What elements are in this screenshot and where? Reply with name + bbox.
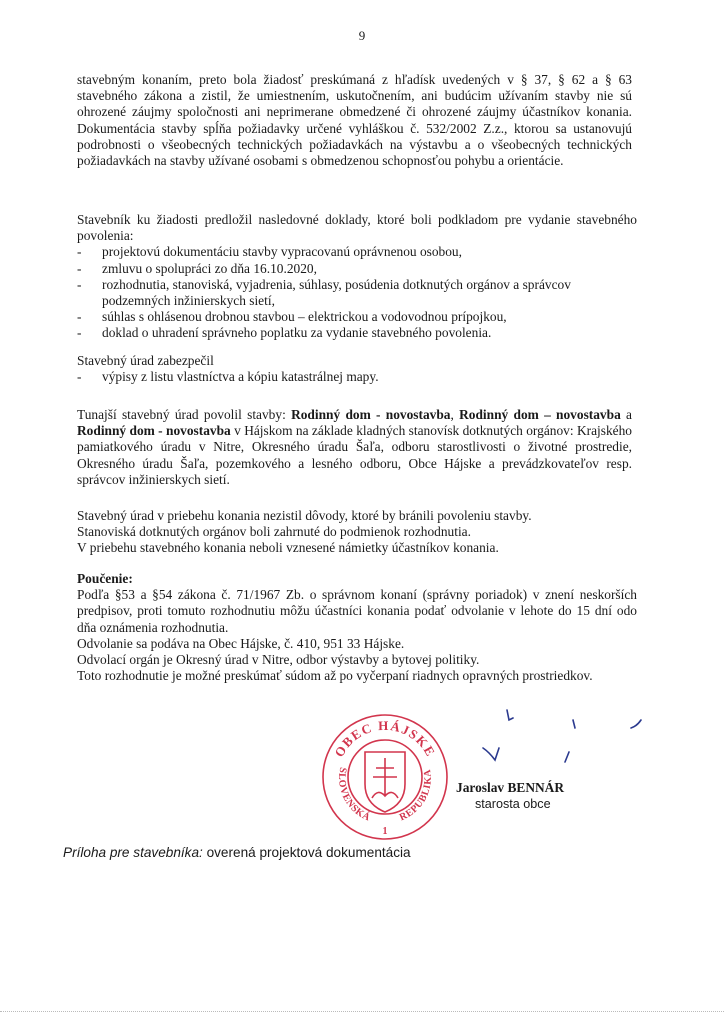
- office-provided-section: [77, 353, 637, 385]
- approval-lead: Tunajší stavebný úrad povolil stavby:: [77, 407, 292, 422]
- separator: ,: [450, 407, 460, 422]
- list-item: - výpisy z listu vlastníctva a kópiu katastrálnej mapy.: [77, 369, 637, 385]
- approval-paragraph: [77, 407, 632, 488]
- finding-text: Stanoviská dotknutých orgánov boli zahrnuté do podmienok rozhodnutia.: [77, 524, 471, 540]
- building-name: Rodinný dom – novostavba: [459, 407, 621, 422]
- double-cross-icon: [372, 758, 398, 798]
- finding-text: V priebehu stavebného konania neboli vznesené námietky účastníkov konania.: [77, 540, 499, 556]
- office-provided-list: [77, 369, 637, 385]
- findings-section: [77, 508, 637, 557]
- separator: a: [620, 407, 632, 422]
- handwritten-signature: [455, 690, 695, 780]
- footer-divider: [0, 1011, 724, 1012]
- seal-top-text: OBEC HÁJSKE: [331, 717, 439, 760]
- municipal-seal: [320, 712, 450, 842]
- attachment-note: [63, 845, 411, 860]
- building-name: Rodinný dom - novostavba: [77, 423, 231, 439]
- instruction-text: Toto rozhodnutie je možné preskúmať súdom až po vyčerpaní riadnych opravných prostriedkov.: [77, 668, 593, 684]
- signatory-name: Jaroslav BENNÁR: [456, 780, 565, 795]
- submitted-documents-intro: Stavebník ku žiadosti predložil nasledovné doklady, ktoré boli podkladom pre vydanie stavebného povolenia:: [77, 212, 637, 244]
- submitted-documents-section: [77, 212, 637, 342]
- instruction-text: Podľa §53 a §54 zákona č. 71/1967 Zb. o správnom konaní (správny poriadok) v znení neskorších predpisov, proti tomuto rozhodnutiu môžu účastníci konania podať odvolanie v lehote do 15 dní odo dňa oznámenia rozhodnutia.: [77, 587, 637, 635]
- submitted-documents-list: [77, 244, 637, 341]
- page-number: 9: [358, 28, 366, 43]
- seal-right-text: REPUBLIKA: [397, 768, 434, 824]
- list-item: - doklad o uhradení správneho poplatku za vydanie stavebného povolenia.: [77, 325, 637, 341]
- list-item: - súhlas s ohlásenou drobnou stavbou – elektrickou a vodovodnou prípojkou,: [77, 309, 637, 325]
- paragraph-assessment: stavebným konaním, preto bola žiadosť preskúmaná z hľadísk uvedených v § 37, § 62 a § 63 stavebného zákona a zistil, že umiestnením, uskutočnením, ani budúcim užívaním stavby nie sú ohrozené záujmy spoločnosti ani neprimerane obmedzené či ohrozené záujmy účastníkov konania. Dokumentácia stavby spĺňa požiadavky určené vyhláškou č. 532/2002 Z.z., ktorou sa ustanovujú podrobnosti o všeobecných technických požiadavkách na výstavbu a o všeobecných technických požiadavkách na stavby užívané osobami s obmedzenou schopnosťou pohybu a orientácie.: [77, 72, 632, 169]
- attachment-label: Príloha pre stavebníka:: [63, 845, 203, 860]
- list-item: - rozhodnutia, stanoviská, vyjadrenia, súhlasy, posúdenia dotknutých orgánov a správcov podzemných inžinierskych sietí,: [77, 277, 637, 309]
- instruction-heading: Poučenie:: [77, 571, 133, 586]
- seal-number: 1: [382, 826, 388, 837]
- attachment-text: overená projektová dokumentácia: [202, 845, 411, 860]
- instruction-text: Odvolanie sa podáva na Obec Hájske, č. 410, 951 33 Hájske.: [77, 635, 405, 651]
- list-item: - zmluvu o spolupráci zo dňa 16.10.2020,: [77, 261, 637, 277]
- instruction-text: Odvolací orgán je Okresný úrad v Nitre, odbor výstavby a bytovej politiky.: [77, 652, 480, 668]
- approval-rest: v Hájskom na základe kladných stanovísk dotknutých orgánov: Krajského pamiatkového úradu v Nitre, Okresného úradu Šaľa, odboru starostlivosti o životné prostredie, Okresného úradu Šaľa, pozemkového a lesného odboru, Obce Hájske a prevádzkovateľov resp. správcov inžinierskych sietí.: [77, 423, 632, 487]
- seal-left-text: SLOVENSKÁ: [335, 766, 373, 824]
- signatory-role: starosta obce: [475, 797, 551, 811]
- building-name: Rodinný dom - novostavba: [291, 407, 451, 422]
- instruction-section: [77, 571, 637, 684]
- office-provided-intro: Stavebný úrad zabezpečil: [77, 353, 214, 368]
- finding-text: Stavebný úrad v priebehu konania nezistil dôvody, ktoré by bránili povoleniu stavby.: [77, 508, 532, 523]
- list-item: - projektovú dokumentáciu stavby vypracovanú oprávnenou osobou,: [77, 244, 637, 260]
